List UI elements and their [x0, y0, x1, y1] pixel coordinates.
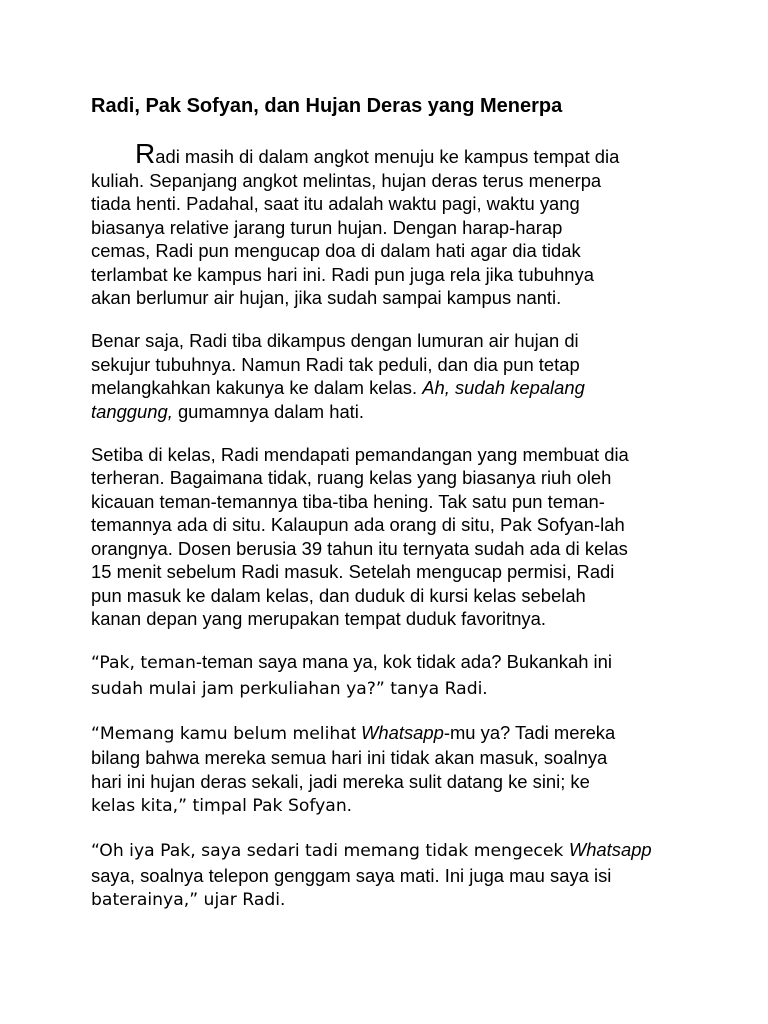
text-segment: .: [346, 794, 352, 815]
text-segment: sudah mulai jam perkuliahan ya?” tanya Radi: [91, 678, 483, 699]
italic-text: Whatsapp: [568, 839, 652, 860]
text-segment: 15 menit sebelum Radi masuk. Setelah mengucap permisi, Radi: [91, 561, 615, 582]
text-segment: .: [482, 676, 488, 698]
paragraph-6: [91, 838, 691, 913]
paragraph-5: [91, 721, 691, 819]
paragraph-3: [91, 443, 691, 631]
text-line: [91, 239, 691, 263]
text-line: [91, 216, 691, 240]
text-segment: .: [280, 888, 286, 909]
text-line: [91, 192, 691, 216]
text-line: [91, 466, 691, 490]
text-segment: akan berlumur air hujan, jika sudah sampai kampus nanti.: [91, 287, 562, 308]
drop-cap: R: [135, 138, 156, 169]
text-segment: biasanya relative jarang turun hujan. Dengan harap-harap: [91, 216, 563, 238]
paragraph-2: [91, 329, 691, 423]
text-line: [91, 793, 691, 819]
text-segment: orangnya. Dosen berusia 39 tahun itu ternyata sudah ada di kelas: [91, 537, 628, 559]
text-line: [91, 490, 691, 514]
text-segment: kuliah. Sepanjang angkot melintas, hujan deras terus menerpa: [91, 169, 602, 191]
text-line: [91, 746, 691, 770]
text-segment: melangkahkan kakunya ke dalam kelas.: [91, 377, 423, 398]
italic-text: Whatsapp: [361, 721, 444, 743]
text-line: [91, 537, 691, 561]
text-segment: Setiba di kelas, Radi mendapati pemandangan yang membuat dia: [91, 443, 629, 465]
text-segment: temannya ada di situ. Kalaupun ada orang di situ, Pak Sofyan-lah: [91, 514, 625, 535]
paragraph-1: [91, 138, 691, 310]
text-segment: t: [350, 721, 362, 743]
text-segment: terheran. Bagaimana tidak, ruang kelas yang biasanya riuh oleh: [91, 467, 612, 488]
text-line: [91, 138, 691, 169]
text-line: [91, 286, 691, 310]
document-title: Radi, Pak Sofyan, dan Hujan Deras yang Menerpa: [91, 95, 563, 117]
paragraph-4: [91, 650, 691, 701]
text-segment: -mu ya? Tadi mereka: [443, 721, 616, 743]
text-segment: “Pak, teman: [91, 653, 196, 673]
text-segment: baterainya,” ujar Radi: [91, 890, 281, 910]
text-line: [91, 887, 691, 913]
text-segment: terlambat ke kampus hari ini. Radi pun juga rela jika tubuhnya: [91, 263, 594, 285]
text-segment: gumamnya dalam hati.: [172, 400, 364, 422]
text-line: [91, 607, 691, 631]
document-page: [91, 93, 691, 932]
text-segment: cemas, Radi pun mengucap doa di dalam hati agar dia tidak: [91, 240, 581, 261]
text-line: [91, 513, 691, 537]
text-line: [91, 376, 691, 400]
text-segment: kanan depan yang merupakan tempat duduk favoritnya.: [91, 608, 546, 629]
text-segment: sekujur tubuhnya. Namun Radi tak peduli, dan dia pun tetap: [91, 353, 580, 375]
text-segment: kicauan teman-temannya tiba-tiba hening. Tak satu pun teman-: [91, 490, 605, 512]
text-segment: Benar saja, Radi tiba dikampus dengan lumuran air hujan di: [91, 330, 579, 351]
text-line: [91, 584, 691, 608]
text-segment: pun masuk ke dalam kelas, dan duduk di kursi kelas sebelah: [91, 584, 586, 606]
document-body: [91, 138, 691, 913]
text-line: [91, 721, 691, 747]
text-line: [91, 263, 691, 287]
text-line: [91, 676, 691, 702]
text-line: [91, 443, 691, 467]
text-line: [91, 353, 691, 377]
text-segment: bilang bahwa mereka semua hari ini tidak akan masuk, soalnya: [91, 747, 608, 768]
text-segment: “Oh iya Pak, saya sedari tadi memang tidak mengecek: [91, 841, 569, 861]
text-line: [91, 400, 691, 424]
text-line: [91, 560, 691, 584]
text-line: [91, 838, 691, 864]
text-segment: -teman saya mana ya, kok tidak ada? Bukankah ini: [195, 651, 612, 672]
text-line: [91, 864, 691, 888]
text-line: [91, 329, 691, 353]
text-segment: tiada henti. Padahal, saat itu adalah waktu pagi, waktu yang: [91, 193, 580, 214]
text-segment: “Memang kamu belum meliha: [91, 723, 351, 744]
text-segment: hari ini hujan deras sekali, jadi mereka sulit datang ke sini; ke: [91, 770, 590, 792]
italic-text: tanggung,: [91, 400, 173, 422]
italic-text: Ah, sudah kepalang: [422, 377, 585, 398]
text-segment: kelas kita,” timpal Pak Sofyan: [91, 796, 347, 816]
text-line: [91, 770, 691, 794]
text-segment: saya, soalnya telepon genggam saya mati. Ini juga mau saya isi: [91, 864, 612, 886]
text-line: [91, 169, 691, 193]
text-segment: adi masih di dalam angkot menuju ke kampus tempat dia: [155, 146, 620, 167]
text-line: [91, 650, 691, 676]
